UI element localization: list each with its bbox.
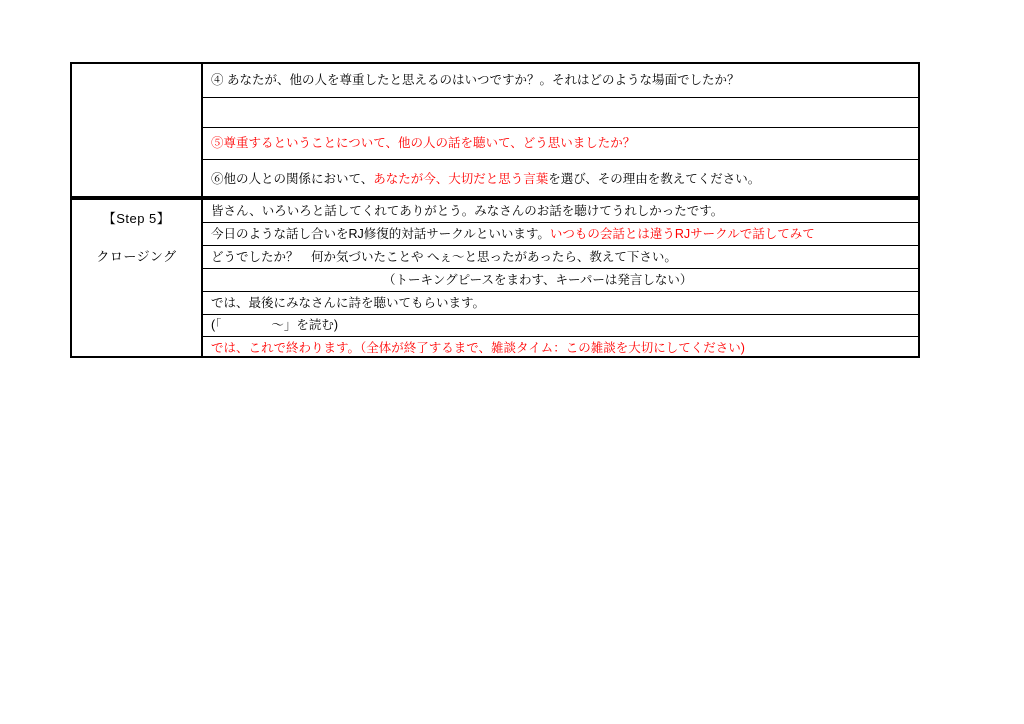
content-column-step5 bbox=[203, 200, 918, 356]
step5-closing-block bbox=[70, 198, 920, 358]
closing-row-1 bbox=[203, 200, 918, 223]
step5-title: 【Step 5】 bbox=[102, 211, 171, 226]
label-column-upper bbox=[72, 64, 203, 196]
closing-row-4-text: （トーキングピースをまわす、キーパーは発言しない） bbox=[383, 272, 693, 287]
closing-row-2 bbox=[203, 223, 918, 246]
step5-subtitle: クロージング bbox=[96, 249, 177, 264]
closing-row-3-text: どうでしたか？ 何か気づいたことや へぇ～と思ったがあったら、教えて下さい。 bbox=[211, 249, 677, 264]
label-column-step5 bbox=[72, 200, 203, 356]
question-6-text-highlight: あなたが今、大切だと思う言葉 bbox=[373, 171, 549, 186]
question-5-text: ⑤尊重するということについて、他の人の話を聴いて、どう思いましたか？ bbox=[211, 136, 636, 151]
blank-row bbox=[203, 98, 918, 128]
closing-row-7 bbox=[203, 337, 918, 360]
closing-row-2-text-part1: 今日のような話し合いをRJ修復的対話サークルといいます。 bbox=[211, 226, 550, 241]
question-row-4 bbox=[203, 64, 918, 98]
closing-row-1-text: 皆さん、いろいろと話してくれてありがとう。みなさんのお話を聴けてうれしかったです。 bbox=[211, 203, 724, 218]
closing-row-6-text: (「 ～」を読む) bbox=[211, 318, 339, 333]
closing-row-3 bbox=[203, 246, 918, 269]
question-row-5 bbox=[203, 128, 918, 160]
closing-row-4 bbox=[203, 269, 918, 292]
question-6-text-part2: を選び、その理由を教えてください。 bbox=[548, 171, 761, 186]
closing-row-5-text: では、最後にみなさんに詩を聴いてもらいます。 bbox=[211, 295, 486, 310]
closing-row-2-text-highlight: いつもの会話とは違うRJサークルで話してみて bbox=[549, 226, 815, 241]
closing-row-7-text: では、これで終わります。（全体が終了するまで、雑談タイム：この雑談を大切にしてください) bbox=[211, 341, 745, 356]
closing-row-5 bbox=[203, 292, 918, 315]
question-6-text-part1: ⑥他の人との関係において、 bbox=[211, 171, 374, 186]
question-row-6 bbox=[203, 160, 918, 198]
question-4-text: ④ あなたが、他の人を尊重したと思えるのはいつですか？。それはどのような場面でしたか？ bbox=[211, 73, 740, 88]
closing-row-6 bbox=[203, 315, 918, 337]
question-block-upper bbox=[70, 62, 920, 198]
content-column-upper bbox=[203, 64, 918, 196]
